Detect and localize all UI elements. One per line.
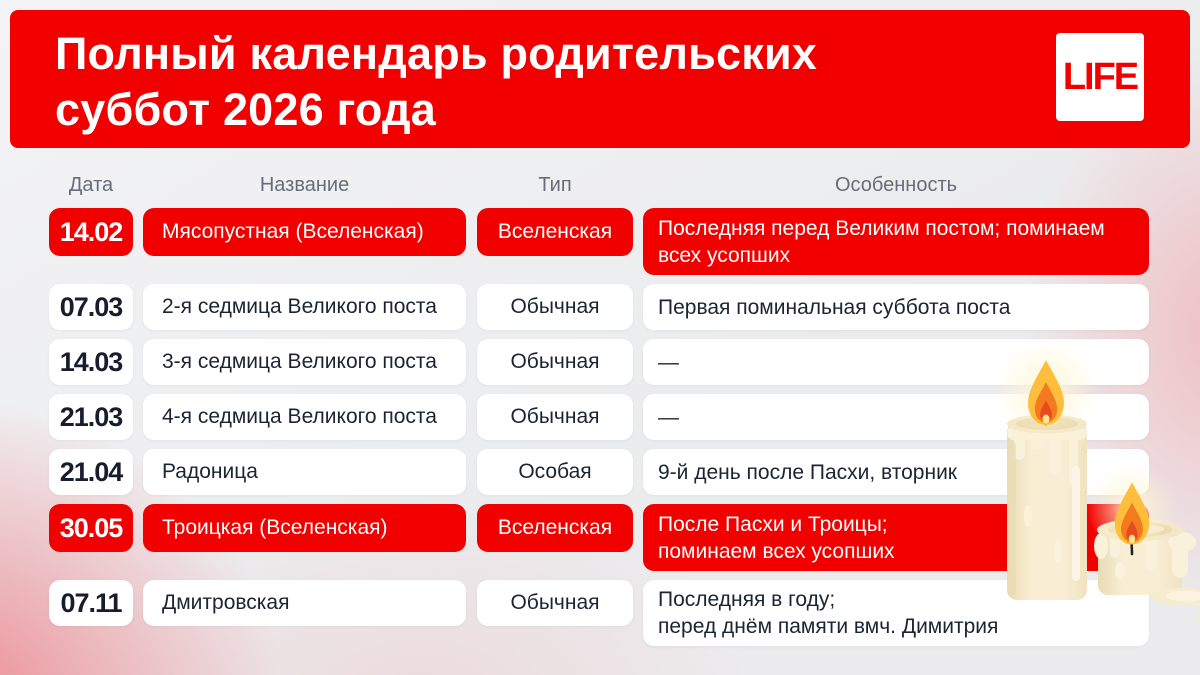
feature-line: — — [658, 350, 679, 374]
name-cell: Радоница — [143, 449, 466, 495]
column-header-name: Название — [259, 173, 350, 196]
feature-cell — [643, 504, 1149, 571]
table-rows — [49, 208, 1149, 655]
table-row — [49, 339, 1149, 385]
page-title — [55, 26, 817, 138]
feature-cell — [643, 339, 1149, 385]
name-cell: 4-я седмица Великого поста — [143, 394, 466, 440]
feature-cell — [643, 449, 1149, 495]
name-cell: 2-я седмица Великого поста — [143, 284, 466, 330]
feature-line: поминаем всех усопших — [658, 539, 895, 563]
header-banner — [10, 10, 1190, 148]
feature-cell — [643, 284, 1149, 330]
feature-line: Последняя в году; — [658, 588, 836, 611]
table-row — [49, 394, 1149, 440]
feature-line: После Пасхи и Троицы; — [658, 512, 888, 536]
date-cell: 21.03 — [49, 394, 133, 440]
feature-cell — [643, 580, 1149, 646]
life-logo — [1056, 33, 1144, 121]
type-cell: Обычная — [477, 394, 633, 440]
page-title-line2: суббот 2026 года — [55, 84, 436, 135]
table-row — [49, 504, 1149, 571]
date-cell: 21.04 — [49, 449, 133, 495]
table-row — [49, 284, 1149, 330]
type-cell: Вселенская — [477, 208, 633, 256]
type-cell: Обычная — [477, 284, 633, 330]
table-row — [49, 208, 1149, 275]
feature-line: — — [658, 405, 679, 429]
type-cell: Вселенская — [477, 504, 633, 552]
name-cell: Мясопустная (Вселенская) — [143, 208, 466, 256]
column-header-type: Тип — [538, 173, 572, 196]
feature-line: перед днём памяти вмч. Димитрия — [658, 615, 999, 638]
date-cell: 14.02 — [49, 208, 133, 256]
table-row — [49, 580, 1149, 646]
type-cell: Обычная — [477, 580, 633, 626]
feature-line: всех усопших — [658, 243, 791, 267]
life-logo-text: LIFE — [1062, 55, 1138, 98]
feature-line: 9-й день после Пасхи, вторник — [658, 460, 957, 484]
date-cell: 07.11 — [49, 580, 133, 626]
name-cell: Троицкая (Вселенская) — [143, 504, 466, 552]
feature-cell — [643, 394, 1149, 440]
table-row — [49, 449, 1149, 495]
name-cell: Дмитровская — [143, 580, 466, 626]
page-title-line1: Полный календарь родительских — [55, 28, 818, 79]
type-cell: Особая — [477, 449, 633, 495]
date-cell: 30.05 — [49, 504, 133, 552]
date-cell: 14.03 — [49, 339, 133, 385]
feature-cell — [643, 208, 1149, 275]
date-cell: 07.03 — [49, 284, 133, 330]
type-cell: Обычная — [477, 339, 633, 385]
column-header-feature: Особенность — [834, 173, 958, 196]
name-cell: 3-я седмица Великого поста — [143, 339, 466, 385]
column-header-date: Дата — [68, 173, 114, 196]
table-header-row — [49, 170, 1149, 200]
feature-line: Последняя перед Великим постом; поминаем — [658, 216, 1105, 240]
feature-line: Первая поминальная суббота поста — [658, 295, 1011, 319]
